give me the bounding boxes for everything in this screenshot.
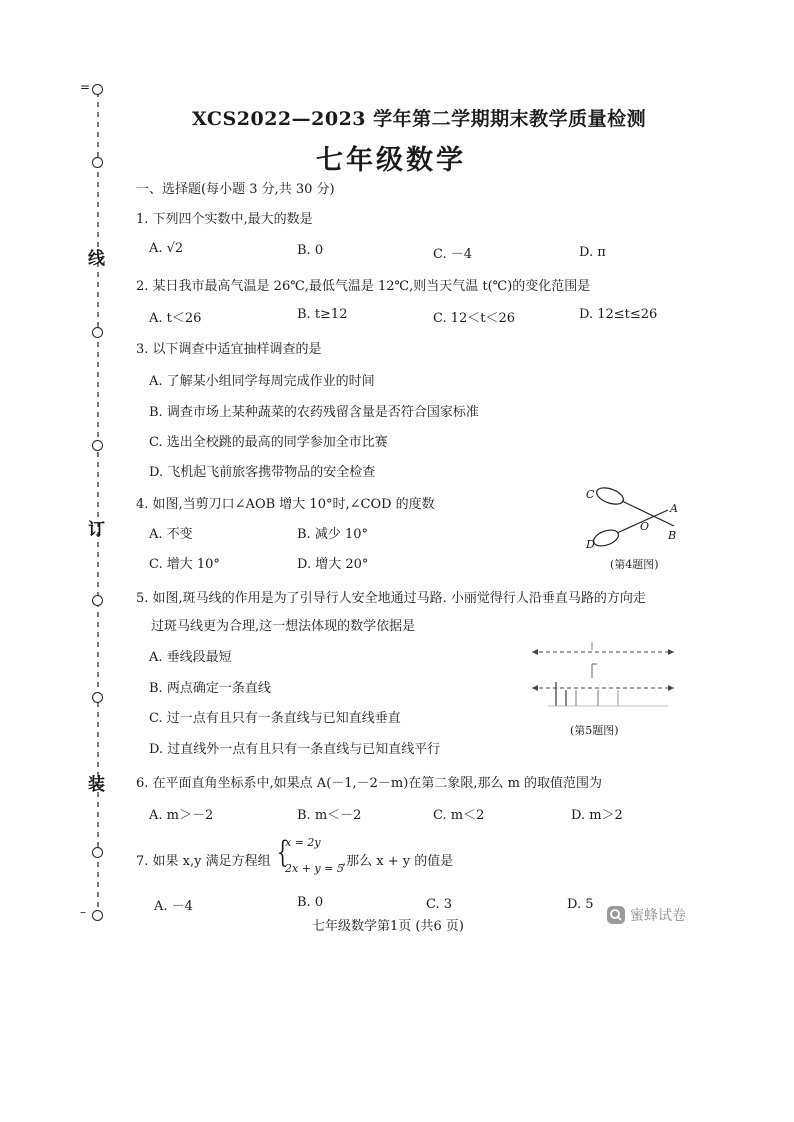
- fig4-label-a: A: [670, 502, 678, 515]
- binding-hole-2: [92, 157, 103, 168]
- question-6: 6. 在平面直角坐标系中,如果点 A(－1,－2－m)在第二象限,那么 m 的取值范围为: [136, 776, 603, 791]
- q2-option-a: A. t＜26: [149, 311, 202, 326]
- q3-option-d: D. 飞机起飞前旅客携带物品的安全检查: [149, 465, 376, 480]
- margin-tick-bottom: –: [80, 905, 86, 919]
- q1-option-d: D. π: [579, 245, 606, 260]
- question-7: 7. 如果 x,y 满足方程组: [136, 854, 271, 869]
- q3-option-a: A. 了解某小组同学每周完成作业的时间: [149, 374, 375, 389]
- exam-title: XCS2022—2023 学年第二学期期末教学质量检测: [192, 108, 647, 130]
- q3-option-b: B. 调查市场上某种蔬菜的农药残留含量是否符合国家标准: [149, 405, 479, 420]
- figure-4: [580, 482, 690, 572]
- watermark: [606, 905, 686, 925]
- q4-option-b: B. 减少 10°: [297, 527, 368, 542]
- margin-char-ding: 订: [88, 520, 105, 540]
- figure-5-road: [528, 638, 678, 716]
- question-3: 3. 以下调查中适宜抽样调查的是: [136, 342, 322, 357]
- binding-dashed-line: [0, 0, 120, 940]
- q6-option-d: D. m＞2: [571, 808, 623, 823]
- subject-title: 七年级数学: [316, 145, 466, 176]
- question-1: 1. 下列四个实数中,最大的数是: [136, 212, 313, 227]
- margin-char-xian: 线: [88, 249, 105, 269]
- q5-option-a: A. 垂线段最短: [149, 650, 232, 665]
- fig4-label-d: D: [586, 538, 595, 551]
- q6-option-c: C. m＜2: [433, 808, 485, 823]
- q7-equation-2: 2x + y = 5: [285, 862, 344, 875]
- fig4-label-b: B: [668, 529, 677, 542]
- q7-option-c: C. 3: [426, 897, 453, 912]
- q6-option-b: B. m＜－2: [297, 808, 362, 823]
- q1-option-b: B. 0: [297, 243, 324, 258]
- q5-option-b: B. 两点确定一条直线: [149, 681, 271, 696]
- figure-5-caption: (第5题图): [570, 724, 619, 737]
- section-title: 一、选择题(每小题 3 分,共 30 分): [136, 182, 335, 197]
- binding-margin: [0, 0, 120, 940]
- fig4-label-c: C: [586, 488, 595, 501]
- fig4-label-o: O: [640, 520, 650, 533]
- question-2: 2. 某日我市最高气温是 26℃,最低气温是 12℃,则当天气温 t(℃)的变化范围是: [136, 279, 591, 294]
- binding-hole-5: [92, 595, 103, 606]
- q6-option-a: A. m＞－2: [149, 808, 214, 823]
- question-5: 5. 如图,斑马线的作用是为了引导行人安全地通过马路. 小丽觉得行人沿垂直马路的方向走: [136, 591, 646, 606]
- q2-option-c: C. 12＜t＜26: [433, 311, 516, 326]
- q7-equation-1: x = 2y: [285, 836, 321, 849]
- q7-option-a: A. －4: [154, 899, 193, 914]
- q4-option-a: A. 不变: [149, 527, 193, 542]
- q7-brace: {: [276, 835, 289, 870]
- search-icon: [606, 905, 626, 925]
- binding-hole-6: [92, 692, 103, 703]
- binding-hole-3: [92, 327, 103, 338]
- q3-option-c: C. 选出全校跳的最高的同学参加全市比赛: [149, 435, 388, 450]
- figure-5: [528, 638, 678, 738]
- figure-4-caption: (第4题图): [610, 558, 659, 571]
- binding-hole-4: [92, 440, 103, 451]
- q5-option-c: C. 过一点有且只有一条直线与已知直线垂直: [149, 711, 401, 726]
- binding-hole-7: [92, 847, 103, 858]
- watermark-text: 蜜蜂试卷: [630, 908, 686, 924]
- q2-option-b: B. t≥12: [297, 307, 348, 322]
- binding-hole-1: [92, 84, 103, 95]
- question-4: 4. 如图,当剪刀口∠AOB 增大 10°时,∠COD 的度数: [136, 497, 435, 512]
- page-footer: 七年级数学第1页 (共6 页): [312, 919, 464, 934]
- q4-option-c: C. 增大 10°: [149, 557, 220, 572]
- q7-option-b: B. 0: [297, 895, 324, 910]
- margin-char-zhuang: 装: [88, 775, 105, 795]
- question-5-cont: 过斑马线更为合理,这一想法体现的数学依据是: [151, 619, 416, 634]
- binding-hole-8: [92, 910, 103, 921]
- q1-option-c: C. －4: [433, 247, 473, 262]
- q7-option-d: D. 5: [567, 897, 594, 912]
- q4-option-d: D. 增大 20°: [297, 557, 369, 572]
- question-7-tail: ,那么 x + y 的值是: [342, 854, 454, 869]
- q2-option-d: D. 12≤t≤26: [579, 307, 658, 322]
- margin-tick-top: =: [80, 80, 91, 94]
- q1-option-a: A. √2: [149, 241, 184, 256]
- q5-option-d: D. 过直线外一点有且只有一条直线与已知直线平行: [149, 742, 441, 757]
